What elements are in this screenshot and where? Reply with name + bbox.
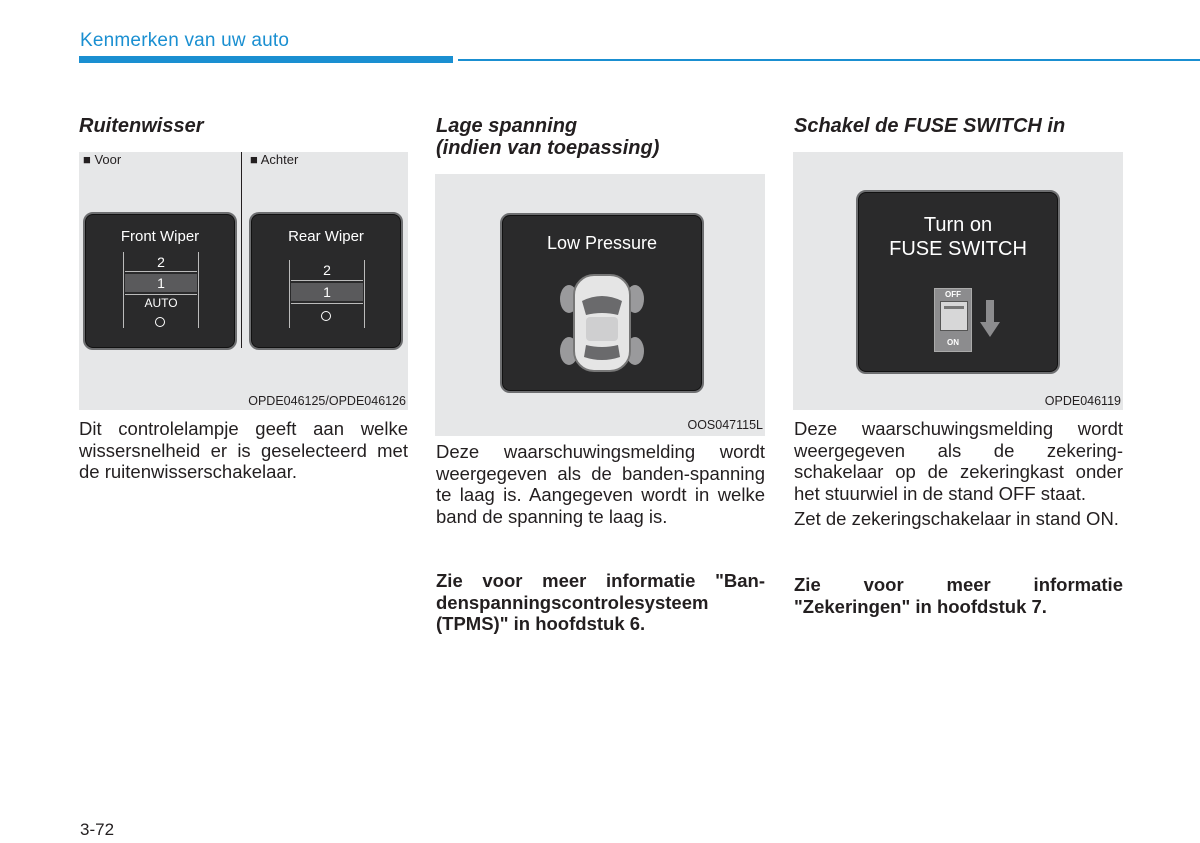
arrow-down-icon [980,300,1000,338]
front-level-2: 2 [157,254,165,270]
rear-scale-right [364,260,365,328]
low-pressure-title: Low Pressure [546,233,658,253]
front-wiper-screen [83,212,237,350]
figure-code-low-pressure: OOS047115L [687,418,763,432]
note-low-pressure: Zie voor meer informatie "Ban-denspanningscontrolesysteem (TPMS)" in hoofdstuk 6. [436,570,765,634]
figure-code-fuse-switch: OPDE046119 [1044,394,1121,408]
section-title-line2: (indien van toepassing) [436,137,660,159]
fuse-switch-graphic [934,288,972,352]
figure-divider [241,152,242,348]
header-rule-thick [79,56,453,63]
paragraph-fuse-switch-2: Zet de zekeringschakelaar in stand ON. [794,508,1119,529]
switch-on-label: ON [947,338,959,347]
low-pressure-screen [500,213,704,393]
note-fuse-switch: Zie voor meer informatie "Zekeringen" in hoofdstuk 7. [794,574,1123,617]
switch-off-label: OFF [945,290,961,299]
figure-wiper [79,152,408,410]
front-level-1-selected: 1 [125,274,197,292]
paragraph-wiper: Dit controlelampje geeft aan welke wissersnelheid er is geselecteerd met de ruitenwisserschakelaar. [79,418,408,482]
label-rear: ■ Achter [250,152,299,167]
section-title-line1: Lage spanning [436,115,578,137]
switch-knob [940,301,968,331]
front-level-auto: AUTO [144,296,178,310]
section-title-wiper: Ruitenwisser [79,115,204,137]
fuse-screen-line1: Turn on [923,214,993,236]
rear-sep-1 [291,280,363,281]
figure-fuse-switch [793,152,1123,410]
running-header: Kenmerken van uw auto [80,30,290,51]
car-top-view-icon [552,271,652,376]
rear-level-2: 2 [323,262,331,278]
label-front: ■ Voor [83,152,122,167]
fuse-screen-line2: FUSE SWITCH [889,238,1027,260]
front-sep-1 [125,271,197,272]
front-off-indicator-icon [155,317,165,327]
front-sep-2 [125,294,197,295]
paragraph-fuse-switch-1: Deze waarschuwingsmelding wordt weergegeven als de zekering-schakelaar op de zekeringkast onder het stuurwiel in de stand OFF staat. [794,418,1123,504]
page-number: 3-72 [80,820,115,839]
header-rule-thin [458,59,1200,61]
rear-off-indicator-icon [321,311,331,321]
figure-code-wiper: OPDE046125/OPDE046126 [248,394,406,408]
paragraph-low-pressure: Deze waarschuwingsmelding wordt weergegeven als de banden-spanning te laag is. Aangegeven wordt in welke band de spanning te laag is. [436,441,765,527]
rear-sep-2 [291,303,363,304]
rear-scale-left [289,260,290,328]
section-title-fuse-switch: Schakel de FUSE SWITCH in [794,115,1066,137]
front-wiper-title: Front Wiper [120,228,200,245]
section-title-low-pressure [436,115,659,159]
figure-low-pressure [435,174,765,436]
front-scale-left [123,252,124,328]
rear-wiper-title: Rear Wiper [288,228,364,245]
rear-level-1-selected: 1 [291,283,363,301]
fuse-switch-screen [856,190,1060,374]
front-scale-right [198,252,199,328]
rear-wiper-screen [249,212,403,350]
